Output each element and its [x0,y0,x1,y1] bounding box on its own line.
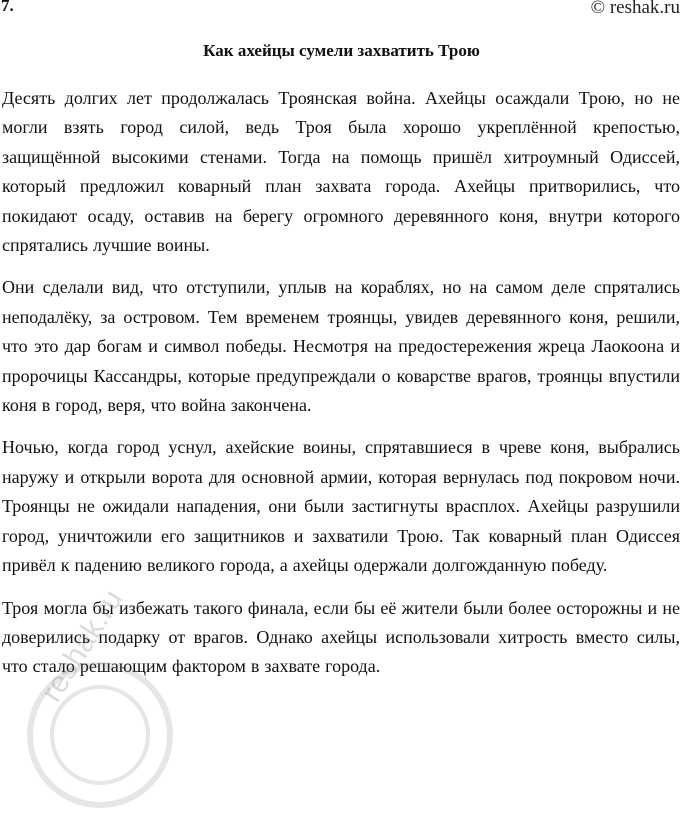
paragraph-1: Десять долгих лет продолжалась Троянская война. Ахейцы осаждали Трою, но не могли взять город силой, ведь Троя была хорошо укреплённой крепостью, защищённой высокими стенами. Тогда на помощь пришёл хитроумный Одиссей, который предложил коварный план захвата города. Ахейцы притворились, что покидают осаду, оставив на берегу огромного деревянного коня, внутри которого спрятались лучшие воины. [2,88,680,256]
task-number: 7. [1,0,14,15]
document-title: Как ахейцы сумели захватить Трою [203,41,480,60]
paragraph-2: Они сделали вид, что отступили, уплыв на кораблях, но на самом деле спрятались неподалёку, за островом. Тем временем троянцы, увидев деревянного коня, решили, что это дар богам и символ победы. Несмотря на предостережения жреца Лаокоона и пророчицы Кассандры, которые предупреждали о коварстве врагов, троянцы впустили коня в город, веря, что война закончена. [2,277,680,416]
paragraph-4: Троя могла бы избежать такого финала, если бы её жители были более осторожны и не доверились подарку от врагов. Однако ахейцы использовали хитрость вместо силы, что стало решающим фактором в захвате города. [2,597,680,677]
document-body [2,84,680,695]
faint-watermark-text: reshak.ru [35,583,130,708]
paragraph-3: Ночью, когда город уснул, ахейские воины, спрятавшиеся в чреве коня, выбрались наружу и открыли ворота для основной армии, которая вернулась под покровом ночи. Троянцы не ожидали нападения, они были застигнуты врасплох. Ахейцы разрушили город, уничтожили его защитников и захватили Трою. Так коварный план Одиссея привёл к падению великого города, а ахейцы одержали долгожданную победу. [2,437,680,576]
page-header [0,0,683,22]
watermark-text: © reshak.ru [590,0,680,18]
